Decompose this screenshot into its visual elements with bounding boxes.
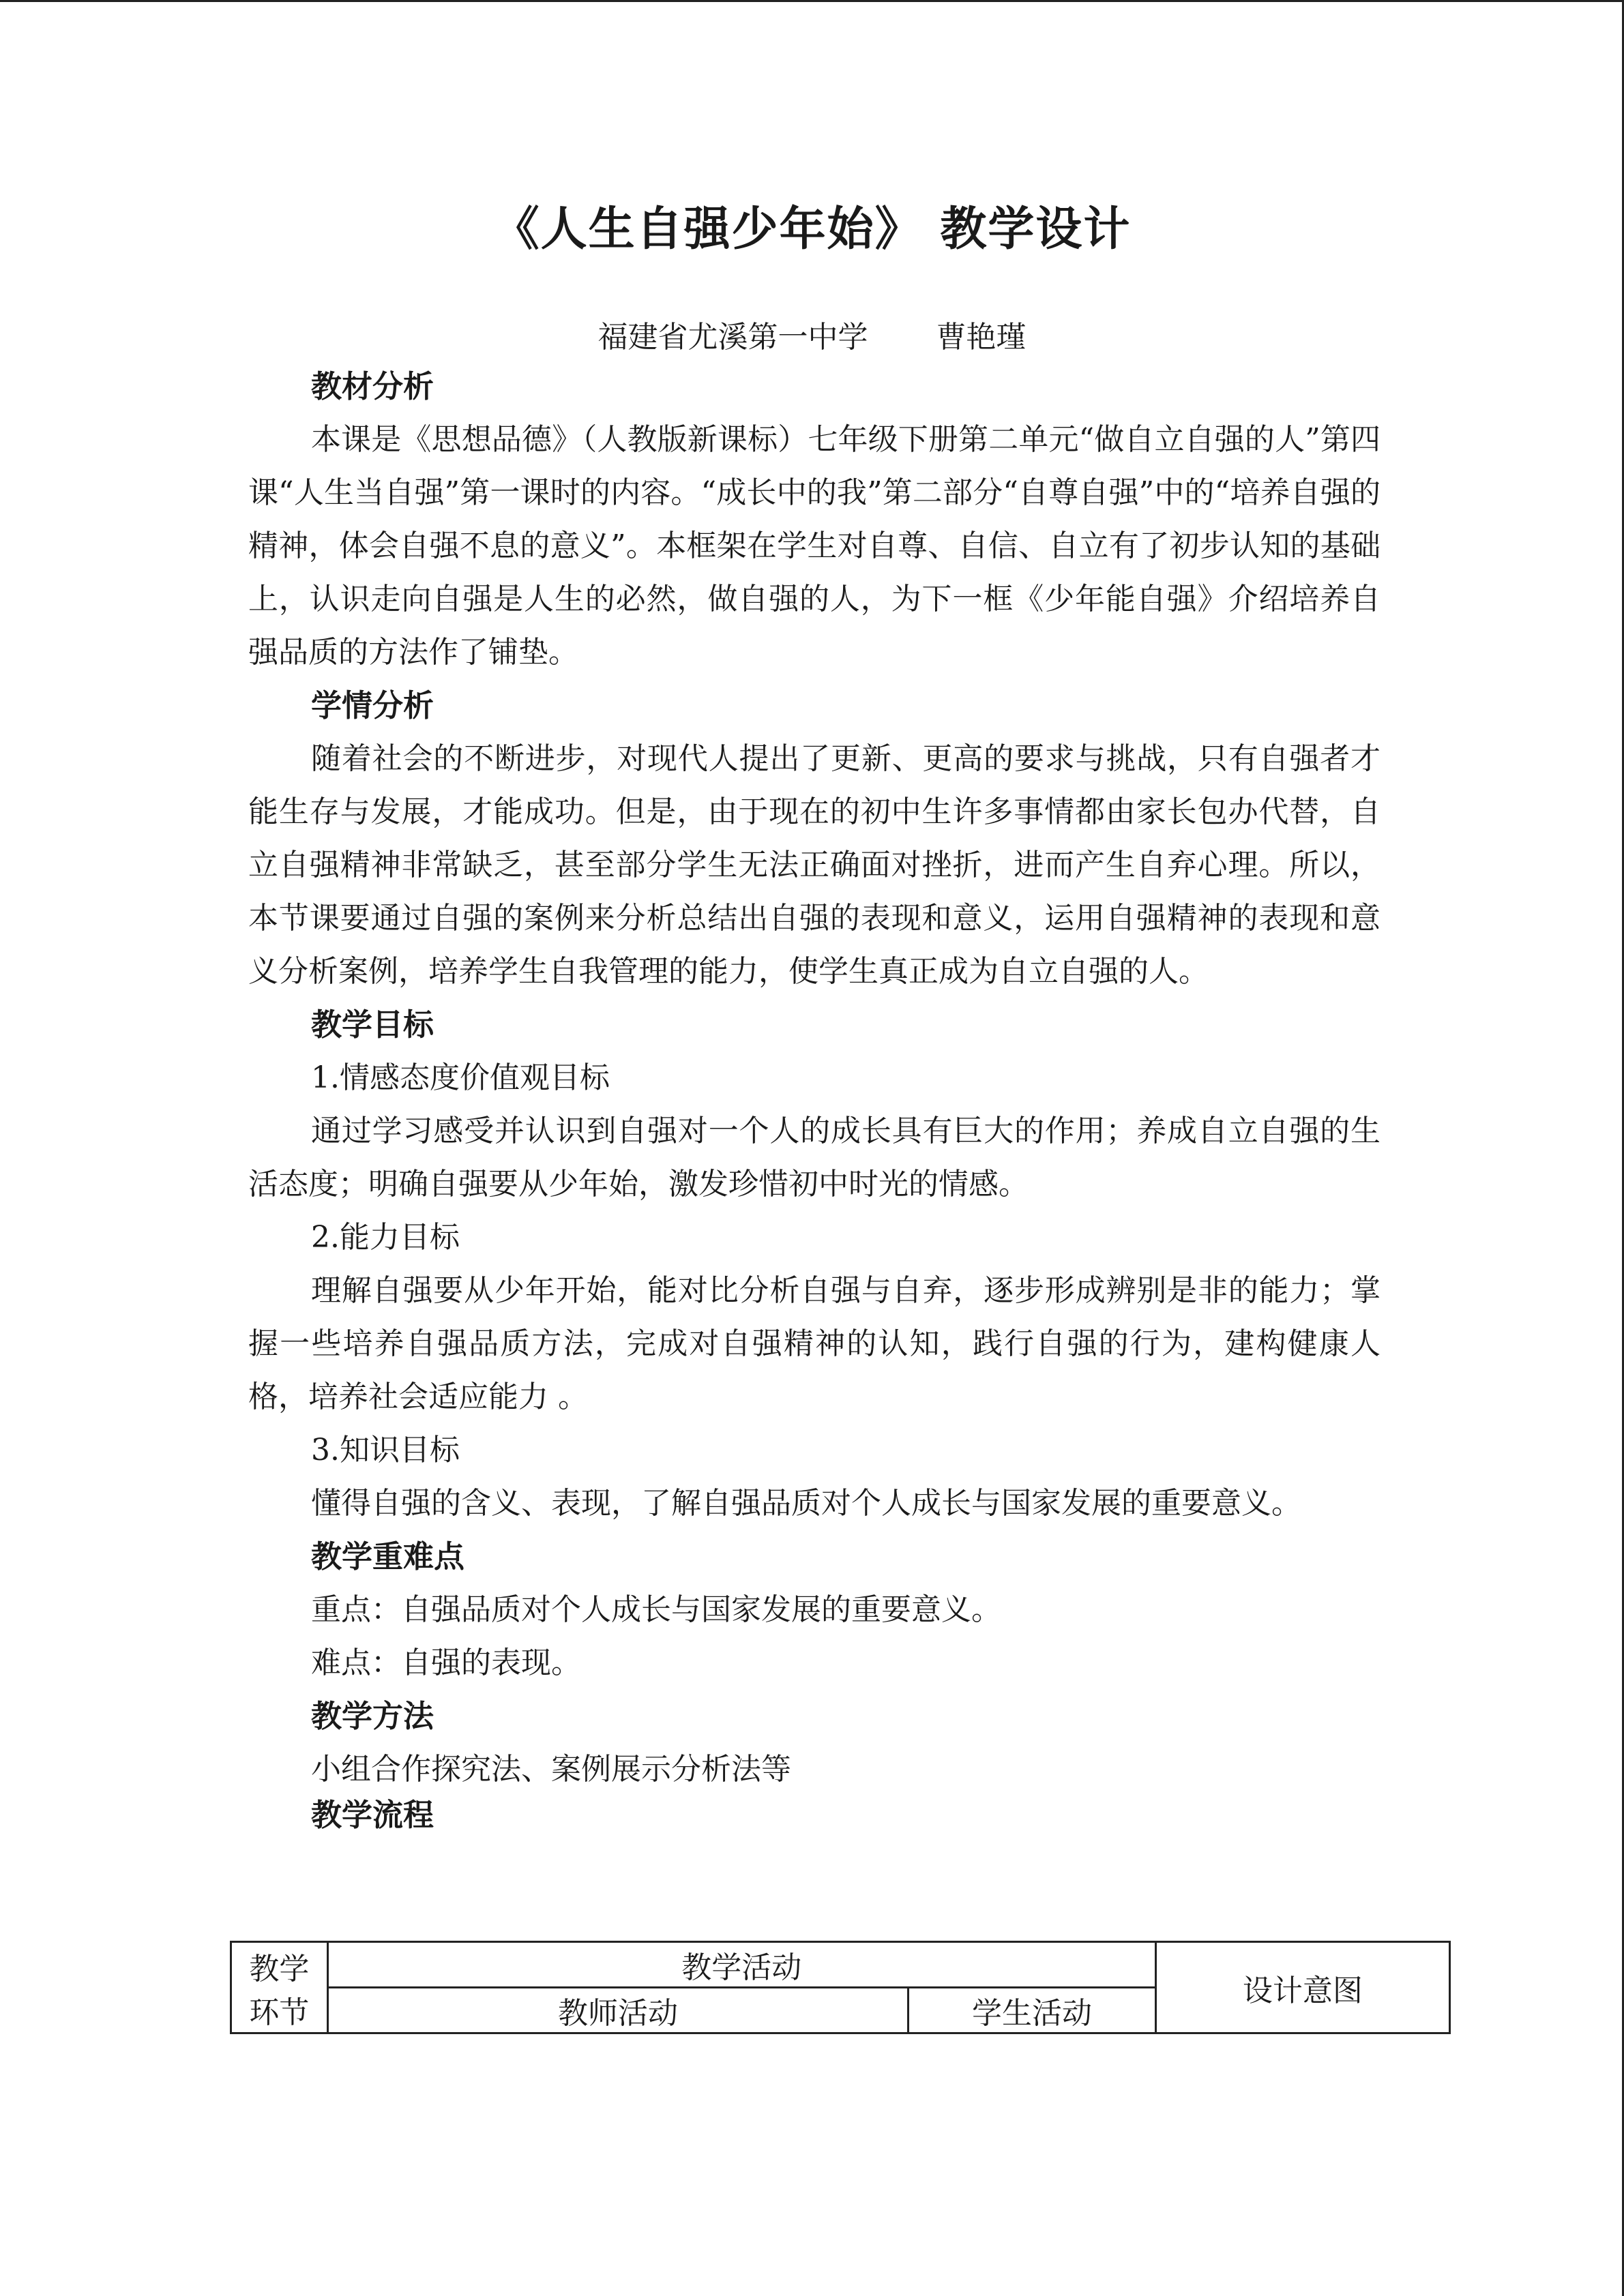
flow-table [230, 1941, 1451, 2034]
goal-emotion-text: 通过学习感受并认识到自强对一个人的成长具有巨大的作用；养成自立自强的生活态度；明确自强要从少年始，激发珍惜初中时光的情感。 [248, 1114, 1381, 1202]
methods-text: 小组合作探究法、案例展示分析法等 [311, 1752, 791, 1787]
cell-student: 学生活动 [909, 1988, 1155, 2033]
goal-ability-text: 理解自强要从少年开始，能对比分析自强与自弃，逐步形成辨别是非的能力；掌握一些培养自强品质方法，完成对自强精神的认知，践行自强的行为，建构健康人格，培养社会适应能力 。 [248, 1273, 1381, 1414]
goal-emotion-label: 1.情感态度价值观目标 [311, 1060, 610, 1095]
goal-knowledge-label: 3.知识目标 [311, 1433, 460, 1467]
author-line [0, 312, 1624, 356]
heading-methods: 教学方法 [311, 1698, 434, 1734]
cell-intent: 设计意图 [1155, 1942, 1449, 2033]
heading-keypoints: 教学重难点 [311, 1538, 465, 1575]
heading-flow: 教学流程 [311, 1797, 434, 1833]
cell-stage-line1: 教学 [249, 1951, 310, 1986]
cell-teacher: 教师活动 [327, 1988, 908, 2033]
heading-students: 学情分析 [311, 687, 434, 724]
paragraph-students: 随着社会的不断进步，对现代人提出了更新、更高的要求与挑战，只有自强者才能生存与发展，才能成功。但是，由于现在的初中生许多事情都由家长包办代替，自立自强精神非常缺乏，甚至部分学生无法正确面对挫折，进而产生自弃心理。所以，本节课要通过自强的案例来分析总结出自强的表现和意义，运用自强精神的表现和意义分析案例，培养学生自我管理的能力，使学生真正成为自立自强的人。 [248, 741, 1381, 989]
heading-goals: 教学目标 [311, 1007, 434, 1043]
cell-stage [231, 1942, 328, 2033]
goal-knowledge-text: 懂得自强的含义、表现，了解自强品质对个人成长与国家发展的重要意义。 [311, 1486, 1301, 1521]
document-body [248, 360, 1381, 1834]
keypoint-difficult: 难点：自强的表现。 [311, 1645, 581, 1680]
goal-ability-label: 2.能力目标 [311, 1220, 460, 1255]
cell-activities: 教学活动 [327, 1942, 1155, 1988]
document-title: 《人生自强少年始》 教学设计 [492, 203, 1132, 256]
author-school: 福建省尤溪第一中学 [597, 320, 868, 355]
paragraph-material: 本课是《思想品德》（人教版新课标）七年级下册第二单元“做自立自强的人”第四课“人生当自强”第一课时的内容。“成长中的我”第二部分“自尊自强”中的“培养自强的精神，体会自强不息的意义”。本框架在学生对自尊、自信、自立有了初步认知的基础上，认识走向自强是人生的必然，做自强的人，为下一框《少年能自强》介绍培养自强品质的方法作了铺垫。 [248, 422, 1381, 670]
keypoint-key: 重点：自强品质对个人成长与国家发展的重要意义。 [311, 1592, 1001, 1627]
page-border-top [0, 0, 1624, 2]
author-name: 曹艳瑾 [936, 320, 1027, 355]
cell-stage-line2: 环节 [249, 1995, 310, 2030]
heading-material: 教材分析 [311, 368, 434, 404]
